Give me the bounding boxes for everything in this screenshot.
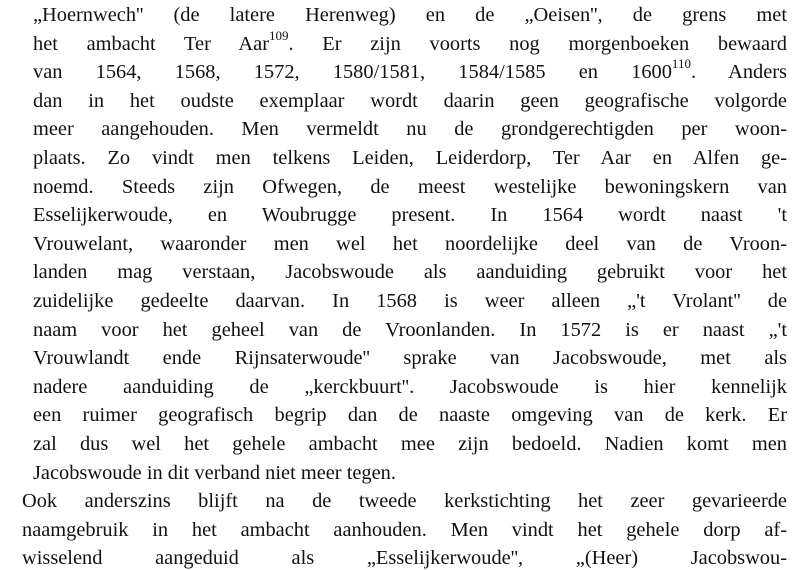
line-text: wisselend aangeduid als „Esselijkerwoude'', „(Heer) Jacobswou- xyxy=(22,547,787,570)
text-line xyxy=(33,117,787,141)
text-line xyxy=(22,546,787,570)
line-text: van 1564, 1568, 1572, 1580/1581, 1584/1585 en 1600 xyxy=(33,61,672,84)
line-text: nadere aanduiding de „kerckbuurt''. Jacobswoude is hier kennelijk xyxy=(33,375,787,398)
line-text: naamgebruik in het ambacht aanhouden. Men vindt het gehele dorp af- xyxy=(22,518,787,541)
line-text: Jacobswoude in dit verband niet meer tegen. xyxy=(33,461,396,484)
line-text: naam voor het geheel van de Vroonlanden. In 1572 is er naast „'t xyxy=(33,318,787,341)
line-text: noemd. Steeds zijn Ofwegen, de meest westelijke bewoningskern van xyxy=(33,175,787,198)
footnote-reference: 110 xyxy=(671,56,691,72)
line-text: Esselijkerwoude, en Woubrugge present. In 1564 wordt naast 't xyxy=(33,204,787,227)
text-line xyxy=(33,3,787,27)
text-line xyxy=(33,175,787,199)
text-line xyxy=(22,489,787,513)
line-text: meer aangehouden. Men vermeldt nu de grondgerechtigden per woon- xyxy=(33,118,787,141)
line-text: „Hoernwech'' (de latere Herenweg) en de „Oeisen'', de grens met xyxy=(33,4,787,26)
line-text: Vrouwelant, waaronder men wel het noordelijke deel van de Vroon- xyxy=(33,232,787,255)
text-line xyxy=(33,432,787,456)
line-text: plaats. Zo vindt men telkens Leiden, Leiderdorp, Ter Aar en Alfen ge- xyxy=(33,147,787,169)
line-text: landen mag verstaan, Jacobswoude als aanduiding gebruikt voor het xyxy=(33,261,787,284)
text-line xyxy=(33,461,396,485)
text-line xyxy=(33,232,787,256)
text-line xyxy=(33,56,787,84)
footnote-reference: 109 xyxy=(269,27,289,43)
line-text: zal dus wel het gehele ambacht mee zijn bedoeld. Nadien komt men xyxy=(33,433,787,455)
text-line xyxy=(33,346,787,370)
line-text: zuidelijke gedeelte daarvan. In 1568 is weer alleen „'t Vrolant'' de xyxy=(33,290,787,312)
line-text: . Er zijn voorts nog morgenboeken bewaard xyxy=(288,32,787,55)
line-text: het ambacht Ter Aar xyxy=(33,32,269,55)
text-line xyxy=(33,260,787,284)
text-line xyxy=(33,403,787,427)
text-line xyxy=(33,27,787,56)
line-text: een ruimer geografisch begrip dan de naaste omgeving van de kerk. Er xyxy=(33,404,787,427)
text-line xyxy=(33,318,787,342)
text-line xyxy=(33,89,787,113)
text-line xyxy=(33,289,787,313)
line-text: Vrouwlandt ende Rijnsaterwoude'' sprake van Jacobswoude, met als xyxy=(33,347,787,370)
line-text: dan in het oudste exemplaar wordt daarin geen geografische volgorde xyxy=(33,89,787,112)
text-line xyxy=(33,203,787,227)
text-line xyxy=(22,518,787,542)
line-text: . Anders xyxy=(690,61,787,84)
text-line xyxy=(33,375,787,399)
line-text: Ook anderszins blijft na de tweede kerkstichting het zeer gevarieerde xyxy=(22,490,787,513)
text-line xyxy=(33,146,787,170)
